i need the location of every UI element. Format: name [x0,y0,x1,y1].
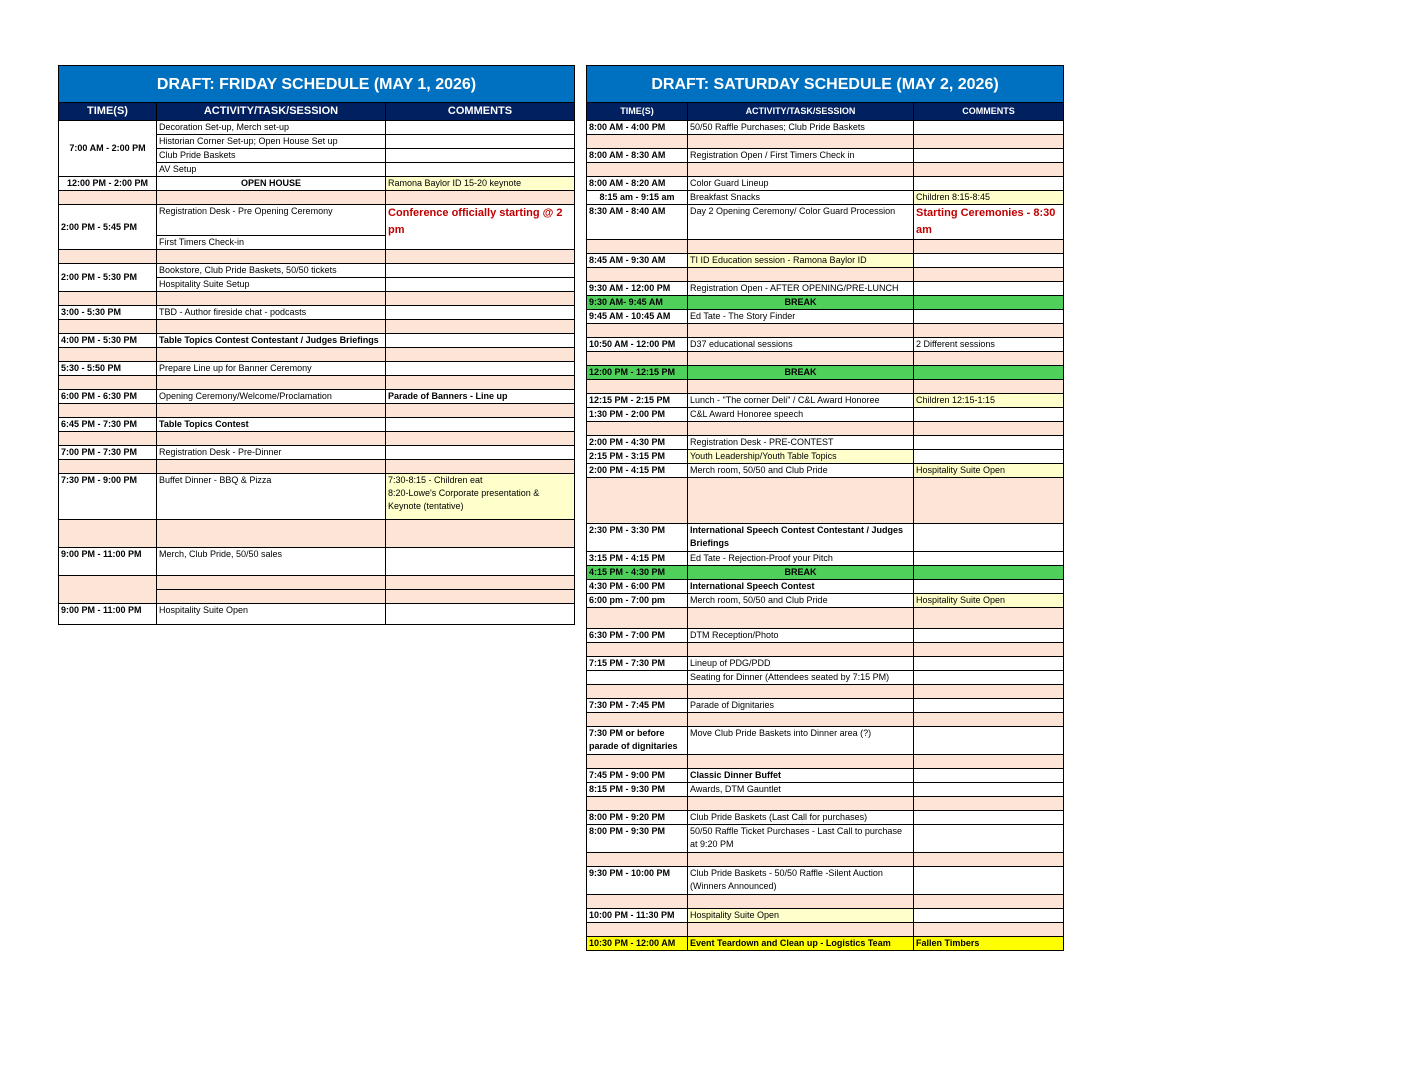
activity-cell: Hospitality Suite Open [157,604,386,625]
activity-cell: Seating for Dinner (Attendees seated by 7:15 PM) [688,671,914,685]
time-cell: 7:30 PM or before parade of dignitaries [587,727,688,755]
comment-cell: Hospitality Suite Open [914,594,1064,608]
friday-header-comments: COMMENTS [386,103,575,121]
empty-cell [587,135,688,149]
empty-cell [59,520,157,548]
time-cell: 7:15 PM - 7:30 PM [587,657,688,671]
empty-cell [386,446,575,460]
time-cell: 10:50 AM - 12:00 PM [587,338,688,352]
time-cell: 8:00 AM - 4:00 PM [587,121,688,135]
empty-cell [386,576,575,590]
time-cell: 8:00 PM - 9:20 PM [587,811,688,825]
activity-cell: Classic Dinner Buffet [688,769,914,783]
activity-cell: Merch room, 50/50 and Club Pride [688,464,914,478]
friday-schedule-table [58,65,575,625]
empty-cell [587,895,688,909]
activity-cell: Ed Tate - Rejection-Proof your Pitch [688,552,914,566]
empty-cell [688,685,914,699]
time-cell: 10:00 PM - 11:30 PM [587,909,688,923]
time-cell: 5:30 - 5:50 PM [59,362,157,376]
empty-cell [914,352,1064,366]
activity-cell: Registration Open - AFTER OPENING/PRE-LUNCH [688,282,914,296]
time-cell: 8:00 AM - 8:30 AM [587,149,688,163]
time-cell: 7:45 PM - 9:00 PM [587,769,688,783]
activity-cell: Event Teardown and Clean up - Logistics Team [688,937,914,951]
empty-cell [386,590,575,604]
empty-cell [688,608,914,629]
empty-cell [157,520,386,548]
activity-cell: 50/50 Raffle Purchases; Club Pride Baskets [688,121,914,135]
activity-cell: DTM Reception/Photo [688,629,914,643]
comment-cell: 2 Different sessions [914,338,1064,352]
empty-cell [914,135,1064,149]
empty-cell [157,320,386,334]
comment-cell: Conference officially starting @ 2 pm [386,205,575,250]
time-cell: 2:00 PM - 5:30 PM [59,264,157,292]
empty-cell [386,418,575,432]
empty-cell [688,268,914,282]
empty-cell [914,552,1064,566]
comment-cell: Fallen Timbers [914,937,1064,951]
empty-cell [157,292,386,306]
time-cell: 8:30 AM - 8:40 AM [587,205,688,240]
time-cell: 9:00 PM - 11:00 PM [59,604,157,625]
activity-cell: Merch room, 50/50 and Club Pride [688,594,914,608]
empty-cell [688,797,914,811]
time-cell: 4:30 PM - 6:00 PM [587,580,688,594]
break-label: BREAK [688,566,914,580]
empty-cell [386,306,575,320]
empty-cell [587,163,688,177]
empty-cell [914,699,1064,713]
saturday-schedule-table [586,65,1064,951]
empty-cell [914,671,1064,685]
activity-cell: Bookstore, Club Pride Baskets, 50/50 tickets [157,264,386,278]
empty-cell [157,590,386,604]
empty-cell [688,895,914,909]
empty-cell [587,755,688,769]
empty-cell [587,240,688,254]
saturday-header-activity: ACTIVITY/TASK/SESSION [688,103,914,121]
activity-cell: Youth Leadership/Youth Table Topics [688,450,914,464]
activity-cell: Registration Desk - Pre-Dinner [157,446,386,460]
time-cell: 12:00 PM - 12:15 PM [587,366,688,380]
empty-cell [914,121,1064,135]
saturday-title: DRAFT: SATURDAY SCHEDULE (MAY 2, 2026) [587,66,1064,103]
empty-cell [914,268,1064,282]
empty-cell [914,825,1064,853]
activity-cell: Prepare Line up for Banner Ceremony [157,362,386,376]
empty-cell [914,177,1064,191]
time-cell: 9:45 AM - 10:45 AM [587,310,688,324]
empty-cell [59,432,157,446]
time-cell: 2:30 PM - 3:30 PM [587,524,688,552]
activity-cell: International Speech Contest Contestant / Judges Briefings [688,524,914,552]
comment-cell: Parade of Banners - Line up [386,390,575,404]
time-cell: 2:00 PM - 4:15 PM [587,464,688,478]
empty-cell [157,460,386,474]
empty-cell [914,380,1064,394]
time-cell: 12:15 PM - 2:15 PM [587,394,688,408]
activity-cell: Registration Desk - PRE-CONTEST [688,436,914,450]
time-cell: 8:45 AM - 9:30 AM [587,254,688,268]
empty-cell [914,436,1064,450]
time-cell: 7:30 PM - 9:00 PM [59,474,157,520]
empty-cell [59,250,157,264]
activity-cell: 50/50 Raffle Ticket Purchases - Last Call to purchase at 9:20 PM [688,825,914,853]
empty-cell [157,432,386,446]
friday-title: DRAFT: FRIDAY SCHEDULE (MAY 1, 2026) [59,66,575,103]
comment-cell [386,474,575,520]
time-cell: 6:30 PM - 7:00 PM [587,629,688,643]
empty-cell [587,380,688,394]
empty-cell [59,376,157,390]
empty-cell [914,324,1064,338]
activity-cell: Table Topics Contest [157,418,386,432]
empty-cell [914,310,1064,324]
empty-cell [914,629,1064,643]
empty-cell [914,450,1064,464]
comment-cell: Children 8:15-8:45 [914,191,1064,205]
empty-cell [587,608,688,629]
empty-cell [914,727,1064,755]
time-cell: 8:15 PM - 9:30 PM [587,783,688,797]
activity-cell: Awards, DTM Gauntlet [688,783,914,797]
activity-cell: Move Club Pride Baskets into Dinner area (?) [688,727,914,755]
empty-cell [157,376,386,390]
empty-cell [157,191,386,205]
empty-cell [386,460,575,474]
time-cell: 7:30 PM - 7:45 PM [587,699,688,713]
empty-cell [914,240,1064,254]
empty-cell [59,348,157,362]
time-cell: 9:30 AM- 9:45 AM [587,296,688,310]
time-cell: 9:30 PM - 10:00 PM [587,867,688,895]
empty-cell [587,324,688,338]
empty-cell [914,923,1064,937]
empty-cell [914,895,1064,909]
empty-cell [688,240,914,254]
empty-cell [587,713,688,727]
empty-cell [587,853,688,867]
empty-cell [914,685,1064,699]
activity-cell: Club Pride Baskets (Last Call for purchases) [688,811,914,825]
time-cell: 8:00 PM - 9:30 PM [587,825,688,853]
empty-cell [914,524,1064,552]
activity-cell: Opening Ceremony/Welcome/Proclamation [157,390,386,404]
empty-cell [386,320,575,334]
empty-cell [587,685,688,699]
time-cell: 1:30 PM - 2:00 PM [587,408,688,422]
saturday-header-time: TIME(S) [587,103,688,121]
empty-cell [914,478,1064,524]
empty-cell [386,604,575,625]
empty-cell [688,163,914,177]
empty-cell [688,643,914,657]
time-cell: 3:00 - 5:30 PM [59,306,157,320]
activity-cell: Day 2 Opening Ceremony/ Color Guard Procession [688,205,914,240]
activity-cell: Breakfast Snacks [688,191,914,205]
empty-cell [386,404,575,418]
empty-cell [386,376,575,390]
empty-cell [914,282,1064,296]
empty-cell [688,324,914,338]
empty-cell [914,811,1064,825]
empty-cell [59,460,157,474]
empty-cell [59,292,157,306]
time-cell: 7:00 AM - 2:00 PM [59,121,157,177]
empty-cell [157,348,386,362]
empty-cell [157,404,386,418]
comment-cell: Ramona Baylor ID 15-20 keynote [386,177,575,191]
empty-cell [914,566,1064,580]
activity-cell: Color Guard Lineup [688,177,914,191]
activity-cell: C&L Award Honoree speech [688,408,914,422]
time-cell: 4:15 PM - 4:30 PM [587,566,688,580]
empty-cell [914,769,1064,783]
empty-cell [688,380,914,394]
comment-cell: Starting Ceremonies - 8:30 am [914,205,1064,240]
activity-cell: OPEN HOUSE [157,177,386,191]
activity-cell: Parade of Dignitaries [688,699,914,713]
empty-cell [688,478,914,524]
empty-cell [587,671,688,685]
empty-cell [914,713,1064,727]
empty-cell [688,755,914,769]
time-cell: 10:30 PM - 12:00 AM [587,937,688,951]
activity-cell: TBD - Author fireside chat - podcasts [157,306,386,320]
activity-cell: Club Pride Baskets [157,149,386,163]
activity-cell: Hospitality Suite Setup [157,278,386,292]
activity-cell: Historian Corner Set-up; Open House Set up [157,135,386,149]
time-cell: 2:15 PM - 3:15 PM [587,450,688,464]
empty-cell [914,254,1064,268]
empty-cell [587,797,688,811]
empty-cell [59,404,157,418]
activity-cell: TI ID Education session - Ramona Baylor ID [688,254,914,268]
comment-line: 8:20-Lowe's Corporate presentation & Keynote (tentative) [388,488,540,511]
empty-cell [914,909,1064,923]
empty-cell [914,580,1064,594]
saturday-header-comments: COMMENTS [914,103,1064,121]
time-cell: 2:00 PM - 5:45 PM [59,205,157,250]
empty-cell [386,334,575,348]
time-cell: 9:30 AM - 12:00 PM [587,282,688,296]
empty-cell [914,867,1064,895]
activity-cell: Table Topics Contest Contestant / Judges Briefings [157,334,386,348]
activity-cell: Decoration Set-up, Merch set-up [157,121,386,135]
empty-cell [914,408,1064,422]
empty-cell [688,713,914,727]
empty-cell [914,657,1064,671]
empty-cell [587,268,688,282]
empty-cell [914,422,1064,436]
activity-cell: International Speech Contest [688,580,914,594]
empty-cell [914,643,1064,657]
activity-cell: First Timers Check-in [157,236,386,250]
activity-cell: Registration Desk - Pre Opening Ceremony [157,205,386,236]
empty-cell [688,135,914,149]
friday-header-time: TIME(S) [59,103,157,121]
comment-line: 7:30-8:15 - Children eat [388,475,483,485]
time-cell: 8:15 am - 9:15 am [587,191,688,205]
empty-cell [386,432,575,446]
activity-cell: Ed Tate - The Story Finder [688,310,914,324]
empty-cell [386,520,575,548]
time-cell: 3:15 PM - 4:15 PM [587,552,688,566]
time-cell: 2:00 PM - 4:30 PM [587,436,688,450]
empty-cell [914,608,1064,629]
empty-cell [587,923,688,937]
time-cell: 6:45 PM - 7:30 PM [59,418,157,432]
empty-cell [914,783,1064,797]
empty-cell [914,163,1064,177]
friday-header-activity: ACTIVITY/TASK/SESSION [157,103,386,121]
time-cell: 6:00 PM - 6:30 PM [59,390,157,404]
time-cell: 4:00 PM - 5:30 PM [59,334,157,348]
activity-cell: Lineup of PDG/PDD [688,657,914,671]
empty-cell [688,923,914,937]
comment-cell: Hospitality Suite Open [914,464,1064,478]
activity-cell: Lunch - "The corner Deli" / C&L Award Honoree [688,394,914,408]
empty-cell [587,643,688,657]
empty-cell [386,362,575,376]
empty-cell [587,422,688,436]
empty-cell [386,191,575,205]
activity-cell: Club Pride Baskets - 50/50 Raffle -Silent Auction (Winners Announced) [688,867,914,895]
empty-cell [688,422,914,436]
empty-cell [157,250,386,264]
empty-cell [157,576,386,590]
time-cell: 12:00 PM - 2:00 PM [59,177,157,191]
empty-cell [386,292,575,306]
activity-cell: Merch, Club Pride, 50/50 sales [157,548,386,576]
activity-cell: AV Setup [157,163,386,177]
comment-cell: Children 12:15-1:15 [914,394,1064,408]
activity-cell: Buffet Dinner - BBQ & Pizza [157,474,386,520]
empty-cell [914,366,1064,380]
empty-cell [386,548,575,576]
empty-cell [914,296,1064,310]
empty-cell [587,478,688,524]
empty-cell [386,348,575,362]
break-label: BREAK [688,366,914,380]
empty-cell [914,755,1064,769]
empty-cell [914,797,1064,811]
empty-cell [688,853,914,867]
time-cell: 6:00 pm - 7:00 pm [587,594,688,608]
activity-cell: Hospitality Suite Open [688,909,914,923]
activity-cell: D37 educational sessions [688,338,914,352]
empty-cell [59,320,157,334]
empty-cell [688,352,914,366]
break-label: BREAK [688,296,914,310]
time-cell: 7:00 PM - 7:30 PM [59,446,157,460]
time-cell: 8:00 AM - 8:20 AM [587,177,688,191]
empty-cell [587,352,688,366]
empty-cell [386,250,575,264]
empty-cell [914,853,1064,867]
empty-cell [914,149,1064,163]
empty-cell [59,191,157,205]
activity-cell: Registration Open / First Timers Check in [688,149,914,163]
time-cell: 9:00 PM - 11:00 PM [59,548,157,576]
empty-cell [59,576,157,604]
